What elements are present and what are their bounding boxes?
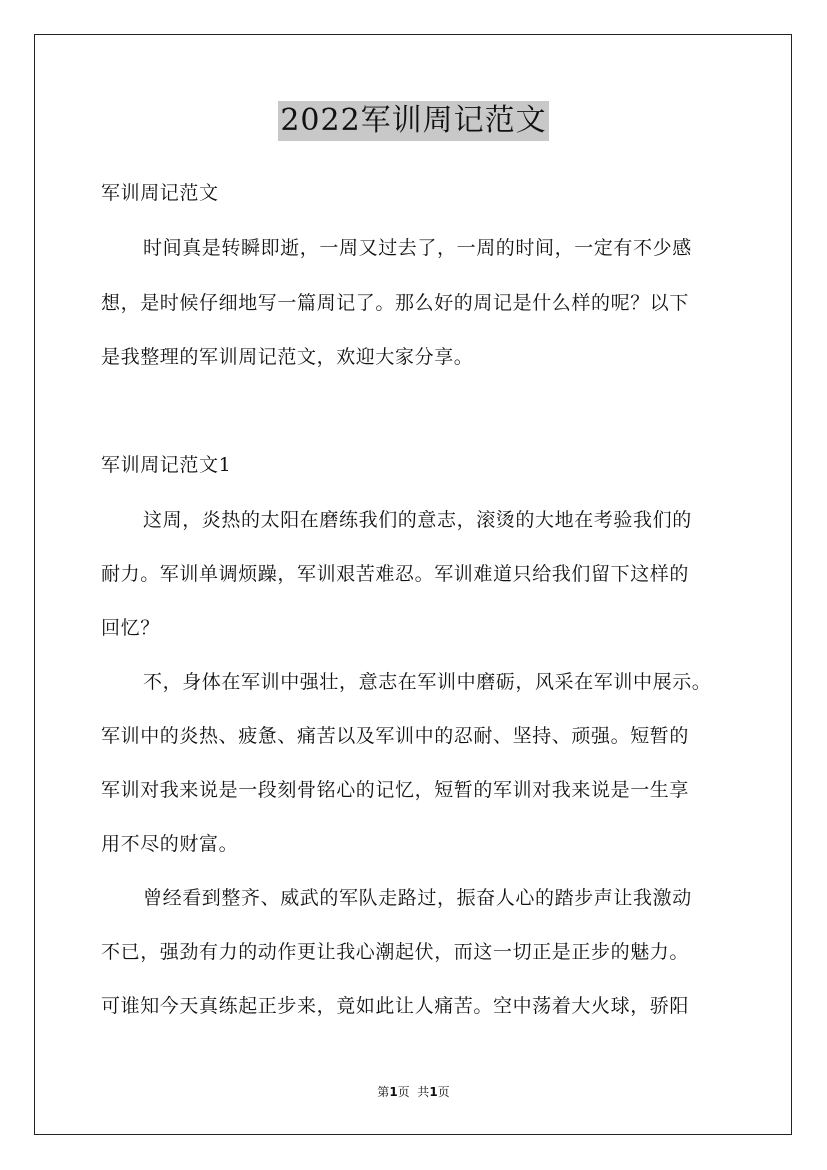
paragraph-line: 想，是时候仔细地写一篇周记了。那么好的周记是什么样的呢？以下 bbox=[101, 292, 690, 314]
page-number-suffix: 页 bbox=[437, 1085, 450, 1099]
paragraph-line: 用不尽的财富。 bbox=[101, 833, 239, 855]
paragraph-line: 可谁知今天真练起正步来，竟如此让人痛苦。空中荡着大火球，骄阳 bbox=[101, 995, 690, 1017]
paragraph-line: 军训对我来说是一段刻骨铭心的记忆，短暂的军训对我来说是一生享 bbox=[101, 779, 690, 801]
page-number-current: 1 bbox=[389, 1085, 398, 1099]
document-title: 2022军训周记范文 bbox=[278, 101, 548, 141]
page-number-prefix: 第 bbox=[377, 1085, 390, 1099]
page-number-mid: 页 共 bbox=[397, 1085, 430, 1099]
page-footer bbox=[0, 1083, 827, 1100]
paragraph-line: 不已，强劲有力的动作更让我心潮起伏，而这一切正是正步的魅力。 bbox=[101, 941, 690, 963]
paragraph-line: 不，身体在军训中强壮，意志在军训中磨砺，风采在军训中展示。 bbox=[143, 671, 712, 693]
paragraph-line: 军训中的炎热、疲惫、痛苦以及军训中的忍耐、坚持、顽强。短暂的 bbox=[101, 725, 690, 747]
paragraph-line: 回忆？ bbox=[101, 617, 160, 639]
paragraph-line: 时间真是转瞬即逝，一周又过去了，一周的时间，一定有不少感 bbox=[143, 237, 692, 259]
paragraph-line: 这周，炎热的太阳在磨练我们的意志，滚烫的大地在考验我们的 bbox=[143, 509, 692, 531]
paragraph-line: 耐力。军训单调烦躁，军训艰苦难忍。军训难道只给我们留下这样的 bbox=[101, 563, 690, 585]
page-number-total: 1 bbox=[429, 1085, 438, 1099]
title-wrap bbox=[0, 101, 827, 141]
section-heading: 军训周记范文 bbox=[101, 182, 219, 204]
section-heading: 军训周记范文1 bbox=[101, 454, 232, 476]
paragraph-line: 是我整理的军训周记范文，欢迎大家分享。 bbox=[101, 346, 474, 368]
paragraph-line: 曾经看到整齐、威武的军队走路过，振奋人心的踏步声让我激动 bbox=[143, 887, 692, 909]
